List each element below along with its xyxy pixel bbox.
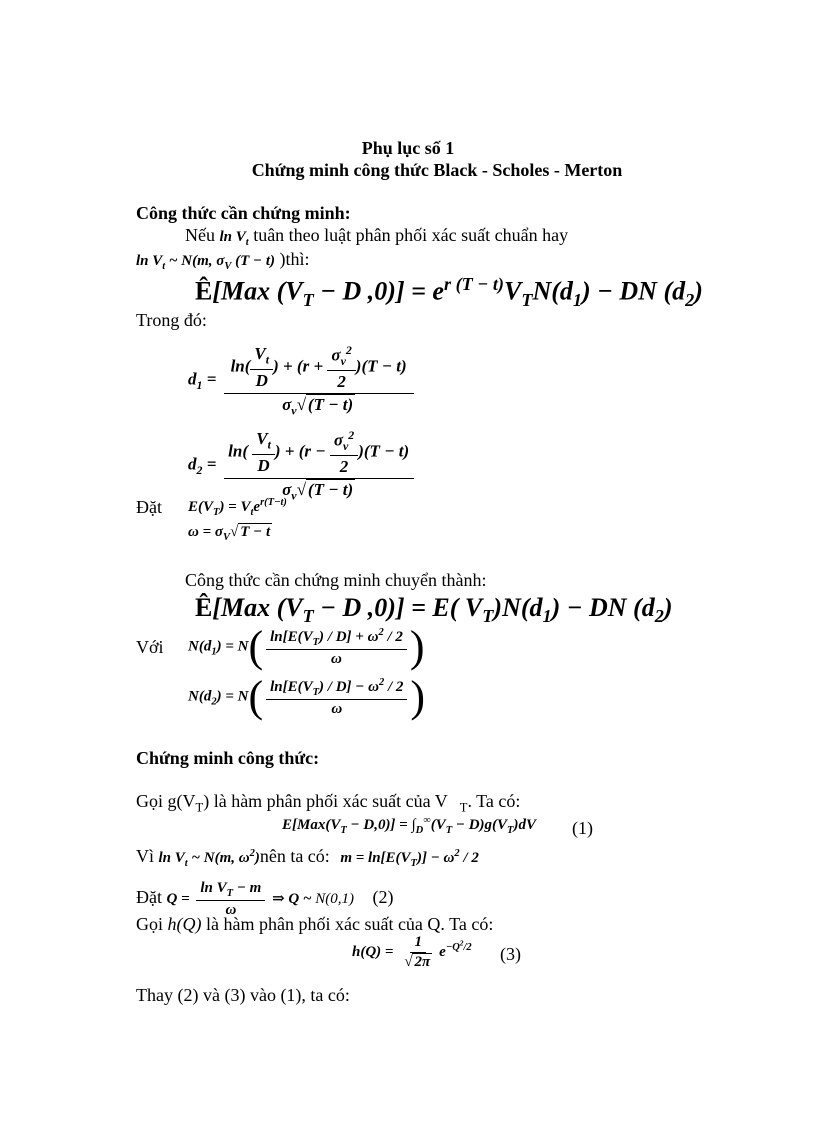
section-heading-formula: Công thức cần chứng minh: — [136, 203, 351, 223]
distribution-formula: $\ln V_t$ ~ N(m, $\sigma_V$ (T − t) — [136, 253, 276, 272]
nd1-formula: $N(d_1) = N$( $\frac{\ln[E(V_T) / D] + \omega^2 / 2}{\omega}$ ) — [188, 622, 425, 671]
intro-prefix: Nếu — [185, 225, 215, 245]
intro-suffix: tuân theo luật phân phối xác suất chuẩn hay — [253, 225, 569, 245]
voi-label: Với — [136, 637, 164, 657]
equation-3: h(Q) = $\frac{1}{√ 2\pi}$ $e^{-Q^2/2}$ — [352, 934, 472, 970]
proof-line-5: Thay (2) và (3) vào (1), ta có: — [136, 985, 350, 1005]
ln-vt-term: $\ln V_t$ — [219, 229, 249, 248]
document-title: Chứng minh công thức Black - Scholes - Merton — [251, 160, 623, 180]
q-definition: Q = $\frac{\ln V_T - m}{\omega}$ ⇒ Q ~ N(0,1) — [166, 880, 355, 918]
equation-1-number: (1) — [572, 818, 593, 838]
equation-3-number: (3) — [500, 944, 521, 964]
appendix-heading: Phụ lục số 1 — [361, 138, 455, 158]
omega-def: $\omega = \sigma_V√$ T − t — [188, 524, 271, 543]
intro-line — [185, 225, 568, 248]
expectation-def: $E(V_T) = V_te^{r(T-t)}$ — [188, 497, 287, 518]
equation-1: $E[Max(V_T - D,0)] = \int_D^\infty(V_T - D)g(V_T)dV$ — [282, 815, 536, 836]
distribution-line — [136, 249, 310, 272]
proof-line-3: Đặt Q = $\frac{\ln V_T - m}{\omega}$ ⇒ Q ~ N(0,1) (2) — [136, 880, 394, 918]
transform-line: Công thức cần chứng minh chuyển thành: — [185, 570, 487, 590]
d2-formula: $d_2$ = ln( $\frac{V_t}{D}$ ) + (r − $\frac{\sigma_v^2}{2}$ )(T − t) $\sigma_v√$ (T − t) — [188, 428, 417, 503]
where-label: Trong đó: — [136, 310, 207, 330]
nd2-formula: $N(d_2) = N$( $\frac{\ln[E(V_T) / D] - \omega^2 / 2}{\omega}$ ) — [188, 672, 426, 721]
d1-formula: $d_1$ = ln( $\frac{V_t}{D}$ ) + (r + $\frac{\sigma_v^2}{2}$ )(T − t) $\sigma_v√$ (T − t) — [188, 343, 417, 418]
proof-line-4: Gọi h(Q) là hàm phân phối xác suất của Q. Ta có: — [136, 914, 494, 934]
section-heading-proof: Chứng minh công thức: — [136, 748, 320, 768]
main-formula: Ê[Max ($V_T - D$ $,0)] = e^{r (T - t)}V_TN(d_1)$ − DN $(d_2)$ — [195, 274, 703, 310]
proof-line-1: Gọi $g(V_T)$ là hàm phân phối xác suất của V $_T$. Ta có: — [136, 791, 521, 815]
vi-formula: $\ln V_t$ ~ N(m, $\omega^2$) — [158, 848, 260, 869]
then-label: )thì: — [279, 249, 310, 269]
transformed-formula: Ê[Max ($V_T - D$ ,0)] = E( $V_T)N(d_1)$ − DN $(d_2)$ — [195, 593, 673, 627]
proof-line-2: Vì $\ln V_t$ ~ N(m, $\omega^2)nên$ ta có: $m = \ln[E(V_T)] - \omega^2 / 2$ — [136, 846, 479, 869]
dat-label: Đặt — [136, 497, 162, 517]
m-formula: $m = \ln[E(V_T)] - \omega^2 / 2$ — [340, 848, 479, 869]
